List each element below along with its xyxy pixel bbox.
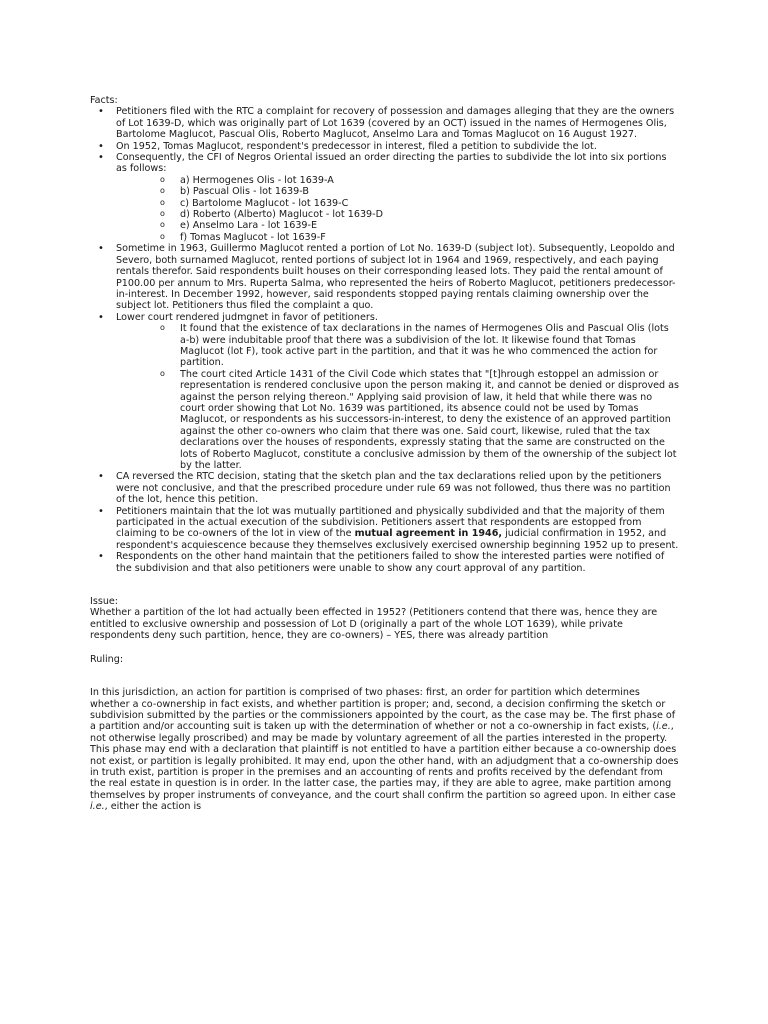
list-item: • On 1952, Tomas Maglucot, respondent's predecessor in interest, filed a petition to subdivide the lot. [90,141,680,152]
list-item [90,152,680,243]
list-item: • Petitioners filed with the RTC a complaint for recovery of possession and damages alleging that they are the owners of Lot 1639-D, which was originally part of Lot 1639 (covered by an OCT) issued in the names of Hermogenes Olis, Bartolome Maglucot, Pascual Olis, Roberto Maglucot, Anselmo Lara and Tomas Maglucot on 16 August 1927. [90,106,680,140]
list-item [90,506,680,552]
text-run: judicial confirmation in 1952, and respondent's acquiescence because they themselves exclusively exercised ownership beginning 1952 up to present. [116,528,679,551]
italic-text: i.e. [90,801,105,813]
text-run: , either the action is [104,801,202,813]
lot-item: o b) Pascual Olis - lot 1639-B [116,186,680,197]
sub-list [116,323,680,471]
lot-item: o c) Bartolome Maglucot - lot 1639-C [116,198,680,209]
lot-item: o d) Roberto (Alberto) Maglucot - lot 1639-D [116,209,680,220]
lot-item: o e) Anselmo Lara - lot 1639-E [116,220,680,231]
facts-list [90,106,680,574]
text-run: In this jurisdiction, an action for partition is comprised of two phases: first, an order for partition which determines whether a co-ownership in fact exists, and whether partition is proper; and, second, a decision confirming the sketch or subdivision submitted by the parties or the commissioners appointed by the court, as the case may be. The first phase of a partition and/or accounting suit is taken up with the determination of whether or not a co-ownership in fact exists, ( [90,687,676,733]
issue-text: Whether a partition of the lot had actually been effected in 1952? (Petitioners contend that there was, hence they are entitled to exclusive ownership and possession of Lot D (originally a part of the whole LOT 1639), while private respondents deny such partition, hence, they are co-owners) – YES, there was already partition [90,607,658,642]
document-page [90,95,680,813]
list-item: • Respondents on the other hand maintain that the petitioners failed to show the interested parties were notified of the subdivision and that also petitioners were unable to show any court approval of any partition. [90,551,680,574]
sub-item: o The court cited Article 1431 of the Civil Code which states that "[t]hrough estoppel an admission or representation is rendered conclusive upon the person making it, and cannot be denied or disproved as against the person relying thereon." Applying said provision of law, it held that while there was no court order showing that Lot No. 1639 was partitioned, its absence could not be used by Tomas Maglucot, or respondents as his successors-in-interest, to deny the existence of an approved partition against the other co-owners who claim that there was one. Said court, likewise, ruled that the tax declarations over the houses of respondents, expressly stating that the same are constructed on the lots of Roberto Maglucot, constitute a conclusive admission by them of the ownership of the subject lot by the latter. [116,369,680,472]
lot-list [116,175,680,243]
text-run: , not otherwise legally proscribed) and may be made by voluntary agreement of all the parties interested in the property. This phase may end with a declaration that plaintiff is not entitled to have a partition either because a co-ownership does not exist, or partition is legally prohibited. It may end, upon the other hand, with an adjudgment that a co-ownership does in truth exist, partition is proper in the premises and an accounting of rents and profits received by the defendant from the real estate in question is in order. In the latter case, the parties may, if they are able to agree, make partition among themselves by proper instruments of conveyance, and the court shall confirm the partition so agreed upon. In either case [90,721,679,801]
lot-item: o a) Hermogenes Olis - lot 1639-A [116,175,680,186]
ruling-heading: Ruling: [90,653,124,665]
facts-heading: Facts: [90,95,118,106]
italic-text: i.e. [656,721,671,733]
bold-text: mutual agreement in 1946, [354,528,503,540]
text-run: Petitioners maintain that the lot was mutually partitioned and physically subdivided and that the majority of them participated in the actual execution of the subdivision. Petitioners assert that respondents are estopped from claiming to be co-owners of the lot in view of the [116,505,665,540]
list-item-text: Lower court rendered judmgnet in favor of petitioners. [116,311,378,323]
list-item [90,312,680,472]
issue-heading: Issue: [90,596,119,608]
ruling-paragraph [90,687,680,812]
lot-item: o f) Tomas Maglucot - lot 1639-F [116,232,680,243]
list-item: • CA reversed the RTC decision, stating that the sketch plan and the tax declarations relied upon by the petitioners were not conclusive, and that the prescribed procedure under rule 69 was not followed, thus there was no partition of the lot, hence this petition. [90,471,680,505]
sub-item: o It found that the existence of tax declarations in the names of Hermogenes Olis and Pascual Olis (lots a-b) were indubitable proof that there was a subdivision of the lot. It likewise found that Tomas Maglucot (lot F), took active part in the partition, and that it was he who commenced the action for partition. [116,323,680,369]
list-item: • Sometime in 1963, Guillermo Maglucot rented a portion of Lot No. 1639-D (subject lot). Subsequently, Leopoldo and Severo, both surnamed Maglucot, rented portions of subject lot in 1964 and 1969, respectively, and each paying rentals therefor. Said respondents built houses on their corresponding leased lots. They paid the rental amount of P100.00 per annum to Mrs. Ruperta Salma, who represented the heirs of Roberto Maglucot, petitioners predecessor-in-interest. In December 1992, however, said respondents stopped paying rentals claiming ownership over the subject lot. Petitioners thus filed the complaint a quo. [90,243,680,311]
list-item-text: Consequently, the CFI of Negros Oriental issued an order directing the parties to subdivide the lot into six portions as follows: [116,152,667,175]
